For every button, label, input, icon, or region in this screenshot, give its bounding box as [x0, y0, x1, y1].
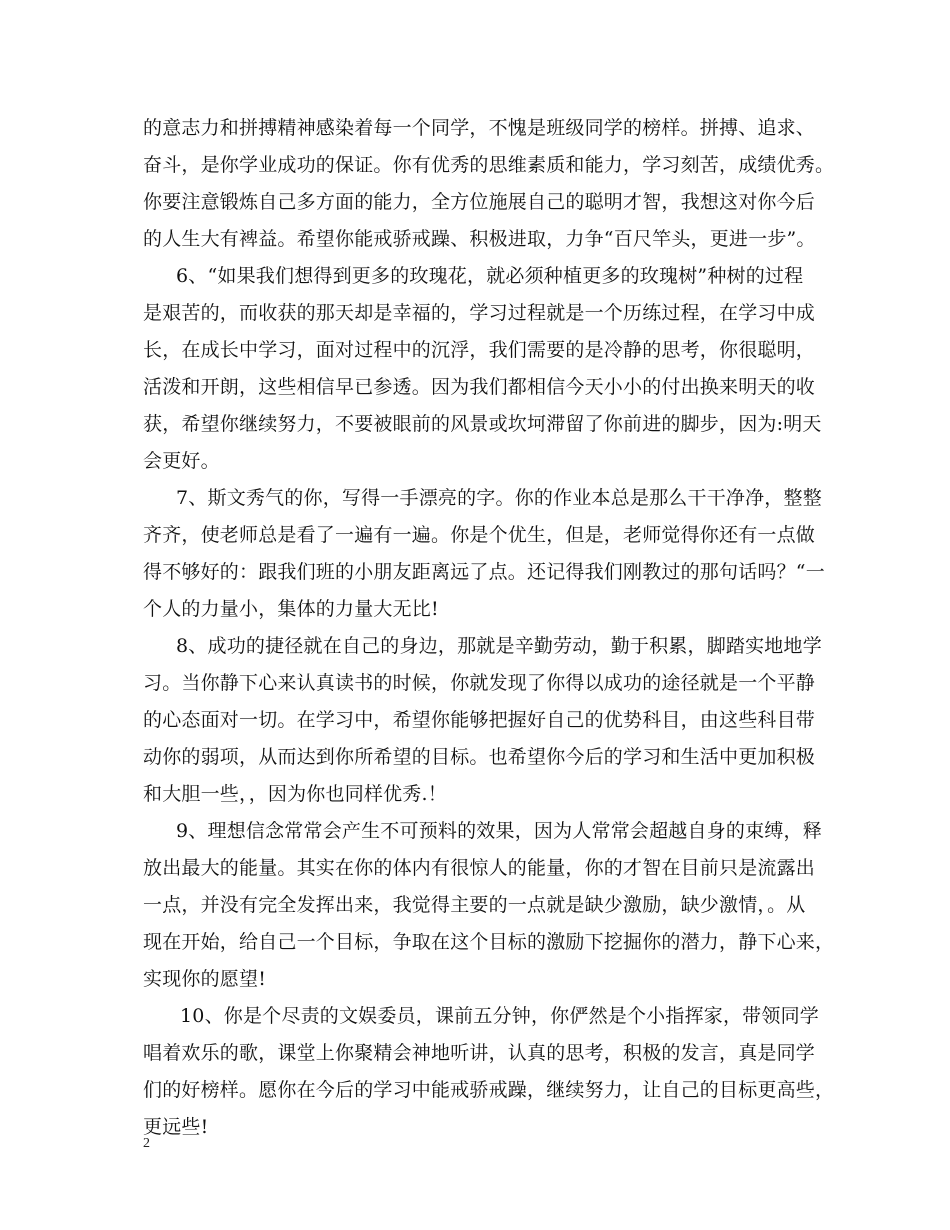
body-text-line: 个人的力量小，集体的力量大无比! [143, 598, 439, 620]
body-text-line: 习。当你静下心来认真读书的时候，你就发现了你得以成功的途径就是一个平静 [143, 672, 816, 694]
body-text-line: 动你的弱项，从而达到你所希望的目标。也希望你今后的学习和生活中更加积极 [143, 746, 816, 768]
body-text-line: 唱着欢乐的歌，课堂上你聚精会神地听讲，认真的思考，积极的发言，真是同学 [143, 1042, 816, 1064]
paragraph-10-start: 10、你是个尽责的文娱委员，课前五分钟，你俨然是个小指挥家，带领同学 [180, 1005, 819, 1027]
body-text-line: 放出最大的能量。其实在你的体内有很惊人的能量，你的才智在目前只是流露出 [143, 857, 816, 879]
body-text-line: 实现你的愿望! [143, 968, 267, 990]
body-text-line: 获，希望你继续努力，不要被眼前的风景或坎坷滞留了你前进的脚步，因为:明天 [143, 413, 822, 435]
body-text-line: 更远些! [143, 1116, 209, 1138]
body-text-line: 你要注意锻炼自己多方面的能力，全方位施展自己的聪明才智，我想这对你今后 [143, 191, 816, 213]
body-text-line: 长，在成长中学习，面对过程中的沉浮，我们需要的是冷静的思考，你很聪明， [143, 339, 816, 361]
body-text-line: 的心态面对一切。在学习中，希望你能够把握好自己的优势科目，由这些科目带 [143, 709, 816, 731]
page-number: 2 [143, 1136, 150, 1151]
body-text-line: 奋斗，是你学业成功的保证。你有优秀的思维素质和能力，学习刻苦，成绩优秀。 [143, 154, 835, 176]
body-text-line: 得不够好的：跟我们班的小朋友距离远了点。还记得我们刚教过的那句话吗？“一 [143, 561, 825, 583]
body-text-line: 和大胆一些，，因为你也同样优秀.！ [143, 783, 447, 805]
body-text-line: 们的好榜样。愿你在今后的学习中能戒骄戒躁，继续努力，让自己的目标更高些， [143, 1079, 835, 1101]
paragraph-9-start: 9、理想信念常常会产生不可预料的效果，因为人常常会超越自身的束缚，释 [176, 820, 822, 842]
body-text-line: 的人生大有裨益。希望你能戒骄戒躁、积极进取，力争“百尺竿头，更进一步”。 [143, 228, 816, 250]
paragraph-6-start: 6、“如果我们想得到更多的玫瑰花，就必须种植更多的玫瑰树”种树的过程 [176, 265, 804, 287]
body-text-line: 活泼和开朗，这些相信早已参透。因为我们都相信今天小小的付出换来明天的收 [143, 376, 816, 398]
paragraph-8-start: 8、成功的捷径就在自己的身边，那就是辛勤劳动，勤于积累，脚踏实地地学 [176, 635, 822, 657]
body-text-line: 齐齐，使老师总是看了一遍有一遍。你是个优生，但是，老师觉得你还有一点做 [143, 524, 816, 546]
paragraph-7-start: 7、斯文秀气的你，写得一手漂亮的字。你的作业本总是那么干干净净，整整 [176, 487, 822, 509]
body-text-line: 的意志力和拼搏精神感染着每一个同学，不愧是班级同学的榜样。拼搏、追求、 [143, 117, 816, 139]
body-text-line: 是艰苦的，而收获的那天却是幸福的，学习过程就是一个历练过程，在学习中成 [143, 302, 816, 324]
body-text-line: 现在开始，给自己一个目标，争取在这个目标的激励下挖掘你的潜力，静下心来， [143, 931, 835, 953]
body-text-line: 会更好。 [143, 450, 220, 472]
body-text-line: 一点，并没有完全发挥出来，我觉得主要的一点就是缺少激励，缺少激情，。从 [143, 894, 806, 916]
